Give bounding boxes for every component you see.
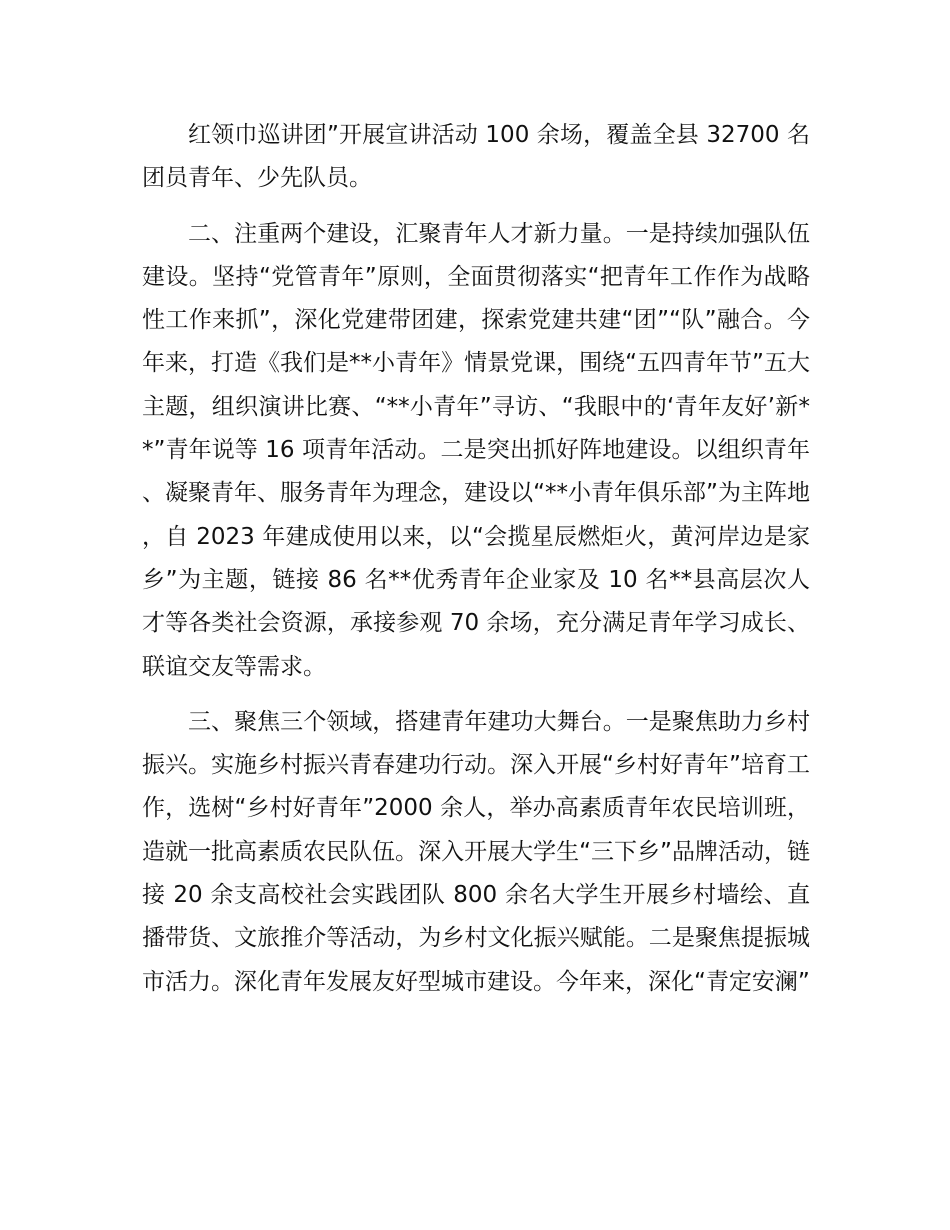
paragraph-section-three: 三、聚焦三个领域，搭建青年建功大舞台。一是聚焦助力乡村振兴。实施乡村振兴青春建功行动。深入开展“乡村好青年”培育工作，选树“乡村好青年”2000 余人，举办高素质青年农民培训班，造就一批高素质农民队伍。深入开展大学生“三下乡”品牌活动，链接 20 余支高校社会实践团队 800 余名大学生开展乡村墙绘、直播带货、文旅推介等活动，为乡村文化振兴赋能。二是聚焦提振城市活力。深化青年发展友好型城市建设。今年来，深化“青定安澜”: [142, 708, 810, 995]
document-body: [142, 114, 810, 1016]
paragraph-continuation: 红领巾巡讲团”开展宣讲活动 100 余场，覆盖全县 32700 名团员青年、少先队员。: [142, 122, 810, 192]
paragraph-section-two: 二、注重两个建设，汇聚青年人才新力量。一是持续加强队伍建设。坚持“党管青年”原则，全面贯彻落实“把青年工作作为战略性工作来抓”，深化党建带团建，探索党建共建“团”“队”融合。今年来，打造《我们是**小青年》情景党课，围绕“五四青年节”五大主题，组织演讲比赛、“**小青年”寻访、“我眼中的‘青年友好’新**”青年说等 16 项青年活动。二是突出抓好阵地建设。以组织青年、凝聚青年、服务青年为理念，建设以“**小青年俱乐部”为主阵地，自 2023 年建成使用以来，以“会揽星辰燃炬火，黄河岸边是家乡”为主题，链接 86 名**优秀青年企业家及 10 名**县高层次人才等各类社会资源，承接参观 70 余场，充分满足青年学习成长、联谊交友等需求。: [142, 220, 810, 680]
